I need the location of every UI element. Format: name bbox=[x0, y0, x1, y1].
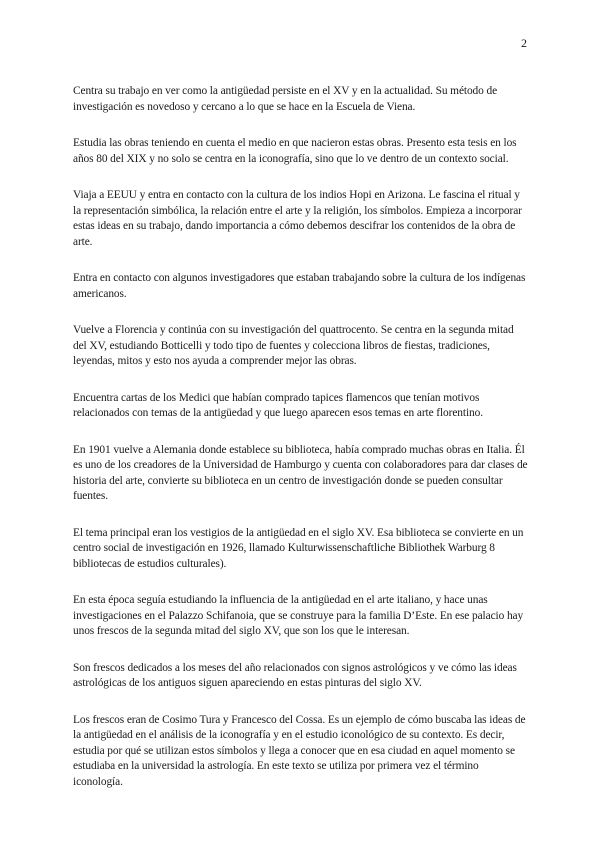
page-body bbox=[73, 84, 529, 811]
paragraph-3: Viaja a EEUU y entra en contacto con la cultura de los indios Hopi en Arizona. Le fascina el ritual y la representación simbólica, la relación entre el arte y la religión, los símbolos. Empieza a incorporar estas ideas en su trabajo, dando importancia a cómo debemos descifrar los contenidos de la obra de arte. bbox=[73, 189, 522, 248]
paragraph-11: Los frescos eran de Cosimo Tura y Francesco del Cossa. Es un ejemplo de cómo buscaba las ideas de la antigüedad en el análisis de la iconografía y en el estudio iconológico de su contexto. Es decir, estudia por qué se utilizan estos símbolos y llega a conocer que en esa ciudad en aquel momento se estudiaba en la universidad la astrología. En este texto se utiliza por primera vez el término iconología. bbox=[73, 713, 526, 788]
page-number: 2 bbox=[521, 36, 527, 50]
paragraph-8: El tema principal eran los vestigios de la antigüedad en el siglo XV. Esa biblioteca se convierte en un centro social de investigación en 1926, llamado Kulturwissenschaftliche Bibliothek Warburg 8 bibliotecas de estudios culturales). bbox=[73, 526, 524, 570]
paragraph-6: Encuentra cartas de los Medici que habían comprado tapices flamencos que tenían motivos relacionados con temas de la antigüedad y que luego aparecen esos temas en arte florentino. bbox=[73, 391, 483, 419]
paragraph-1: Centra su trabajo en ver como la antigüedad persiste en el XV y en la actualidad. Su método de investigación es novedoso y cercano a lo que se hace en la Escuela de Viena. bbox=[73, 85, 498, 113]
paragraph-2: Estudia las obras teniendo en cuenta el medio en que nacieron estas obras. Presento esta tesis en los años 80 del XIX y no solo se centra en la iconografía, sino que lo ve dentro de un contexto social. bbox=[73, 137, 517, 165]
paragraph-9: En esta época seguía estudiando la influencia de la antigüedad en el arte italiano, y hace unas investigaciones en el Palazzo Schifanoia, que se construye para la familia D’Este. En ese palacio hay unos frescos de la segunda mitad del siglo XV, que son los que le interesan. bbox=[73, 594, 524, 637]
paragraph-7: En 1901 vuelve a Alemania donde establece su biblioteca, había comprado muchas obras en Italia. Él es uno de los creadores de la Universidad de Hamburgo y cuenta con colaboradores para dar clases de historia del arte, convierte su biblioteca en un centro de investigación donde se pueden consultar fuentes. bbox=[73, 443, 528, 502]
paragraph-4: Entra en contacto con algunos investigadores que estaban trabajando sobre la cultura de los indígenas americanos. bbox=[73, 272, 526, 300]
paragraph-5: Vuelve a Florencia y continúa con su investigación del quattrocento. Se centra en la segunda mitad del XV, estudiando Botticelli y todo tipo de fuentes y colecciona libros de fiestas, tradiciones, leyendas, mitos y esto nos ayuda a comprender mejor las obras. bbox=[73, 324, 514, 367]
paragraph-10: Son frescos dedicados a los meses del año relacionados con signos astrológicos y ve cómo las ideas astrológicas de los antiguos siguen apareciendo en estas pinturas del siglo XV. bbox=[73, 661, 517, 689]
